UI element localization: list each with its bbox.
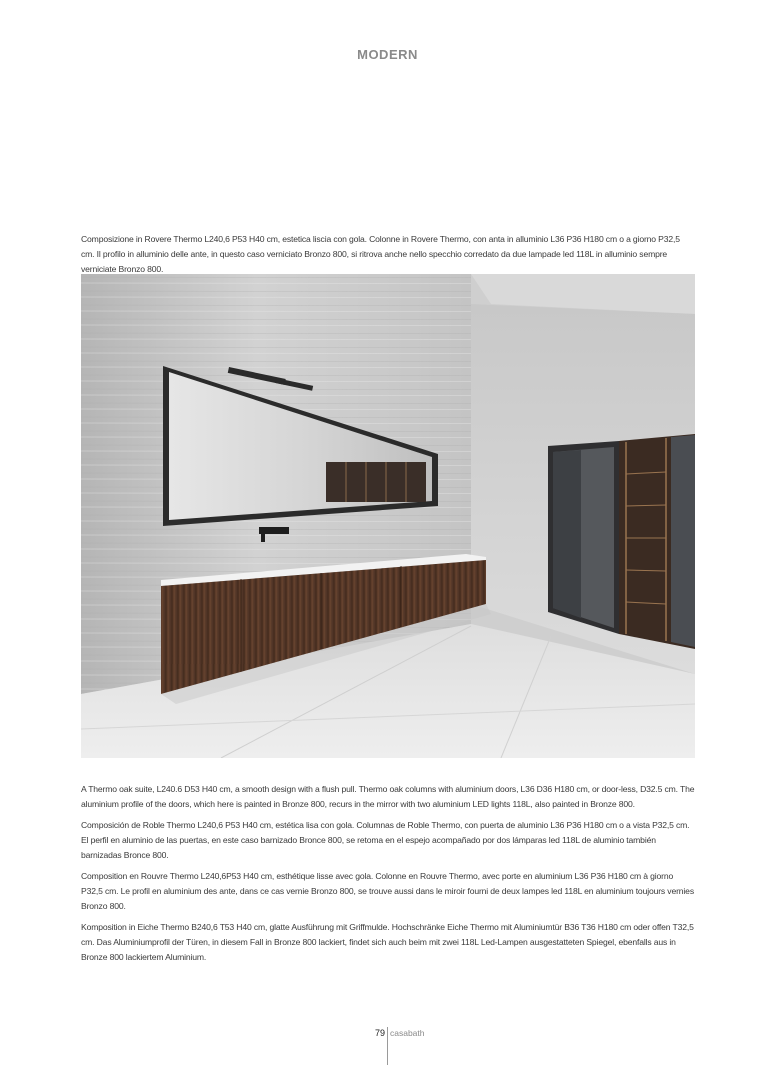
section-title: MODERN — [357, 47, 418, 62]
captions-block — [81, 782, 695, 971]
footer-divider — [387, 1027, 388, 1065]
caption-english: A Thermo oak suite, L240.6 D53 H40 cm, a smooth design with a flush pull. Thermo oak columns with aluminium doors, L36 D36 H180 cm, or door-less, D32.5 cm. The aluminium profile of the doors, which here is painted in Bronze 800, recurs in the mirror with two aluminium LED lights 118L, also painted in Bronze 800. — [81, 784, 695, 809]
caption-german: Komposition in Eiche Thermo B240,6 T53 H40 cm, glatte Ausführung mit Griffmulde. Hochschränke Eiche Thermo mit Aluminiumtür B36 T36 H180 cm oder offen T32,5 cm. Das Aluminiumprofil der Türen, in diesem Fall in Bronze 800 lackiert, findet sich auch beim mit zwei 118L Led-Lampen ausgestatteten Spiegel, ebenfalls aus in Bronze 800 lackiertem Aluminium. — [81, 922, 694, 962]
brand-name: casabath — [390, 1028, 425, 1038]
bathroom-photo — [81, 274, 695, 758]
caption-french: Composition en Rouvre Thermo L240,6P53 H40 cm, esthétique lisse avec gola. Colonne en Rouvre Thermo, avec porte en aluminium L36 P36 H180 cm à giorno P32,5 cm. Le profil en aluminium des ante, dans ce cas vernie Bronzo 800, se trouve aussi dans le miroir fourni de deux lampes led 118L en aluminium toujours vernies Bronzo 800. — [81, 871, 694, 911]
page-footer — [0, 1027, 775, 1065]
page-number: 79 — [374, 1028, 385, 1038]
caption-spanish: Composición de Roble Thermo L240,6 P53 H40 cm, estética lisa con gola. Columnas de Roble Thermo, con puerta de aluminio L36 P36 H180 cm o a vista P32,5 cm. El perfil en aluminio de las puertas, en este caso barnizado Bronce 800, se retoma en el espejo acompañado por dos lámparas led 118L de aluminio también barnizadas Bronce 800. — [81, 820, 690, 860]
caption-italian: Composizione in Rovere Thermo L240,6 P53 H40 cm, estetica liscia con gola. Colonne in Rovere Thermo, con anta in alluminio L36 P36 H180 cm o a giorno P32,5 cm. Il profilo in alluminio delle ante, in questo caso verniciato Bronzo 800, si ritrova anche nello specchio corredato da due lampade led 118L in alluminio sempre verniciate Bronzo 800. — [81, 234, 680, 274]
